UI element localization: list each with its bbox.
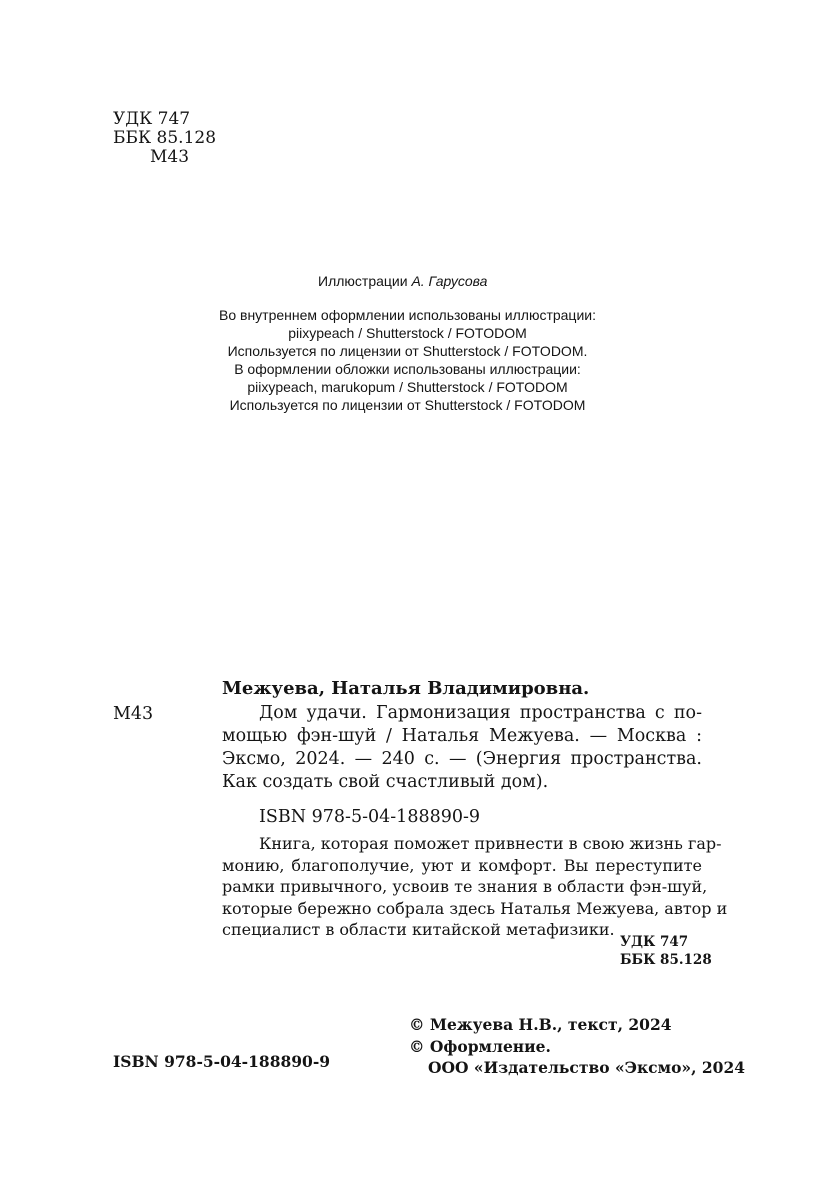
abstract-line: специалист в области китайской метафизики. xyxy=(222,920,615,939)
illustrator-name: А. Гарусова xyxy=(411,273,488,289)
credit-line: Используется по лицензии от Shutterstock / FOTODOM. xyxy=(227,343,588,359)
credit-line: Во внутреннем оформлении использованы иллюстрации: xyxy=(219,307,596,323)
udk-code-top: УДК 747 xyxy=(113,109,191,129)
catalog-bbk: ББК 85.128 xyxy=(620,952,712,968)
catalog-udk: УДК 747 xyxy=(620,934,689,950)
catalog-description-line: мощью фэн-шуй / Наталья Межуева. — Москва : xyxy=(222,726,702,746)
abstract-line: рамки привычного, усвоив те знания в области фэн-шуй, xyxy=(222,877,708,896)
copyright-design: © Оформление. xyxy=(409,1037,551,1056)
credit-line: piixypeach / Shutterstock / FOTODOM xyxy=(288,325,527,341)
footer-isbn: ISBN 978-5-04-188890-9 xyxy=(113,1052,331,1071)
catalog-author-mark: М43 xyxy=(113,704,154,724)
abstract-line: которые бережно собрала здесь Наталья Межуева, автор и xyxy=(222,899,728,918)
copyright-text: © Межуева Н.В., текст, 2024 xyxy=(409,1015,672,1034)
credit-line: В оформлении обложки использованы иллюстрации: xyxy=(234,361,581,377)
credit-line: Используется по лицензии от Shutterstock / FOTODOM xyxy=(229,397,586,413)
catalog-description-line: Как создать свой счастливый дом). xyxy=(222,772,549,792)
catalog-description-line: Дом удачи. Гармонизация пространства с по- xyxy=(259,703,702,723)
illustrator-credit xyxy=(318,272,487,290)
bbk-code-top: ББК 85.128 xyxy=(113,128,217,148)
catalog-isbn: ISBN 978-5-04-188890-9 xyxy=(259,807,481,827)
abstract-line: монию, благополучие, уют и комфорт. Вы переступите xyxy=(222,856,702,875)
catalog-description-line: Эксмо, 2024. — 240 с. — (Энергия пространства. xyxy=(222,749,702,769)
illustrator-prefix: Иллюстрации xyxy=(318,273,412,289)
illustration-credits xyxy=(150,306,665,414)
author-mark-top: М43 xyxy=(150,147,190,167)
credit-line: piixypeach, marukopum / Shutterstock / FOTODOM xyxy=(247,379,568,395)
abstract-line: Книга, которая поможет привнести в свою жизнь гар- xyxy=(259,834,722,853)
copyright-publisher: ООО «Издательство «Эксмо», 2024 xyxy=(428,1058,746,1077)
catalog-author: Межуева, Наталья Владимировна. xyxy=(222,678,590,699)
